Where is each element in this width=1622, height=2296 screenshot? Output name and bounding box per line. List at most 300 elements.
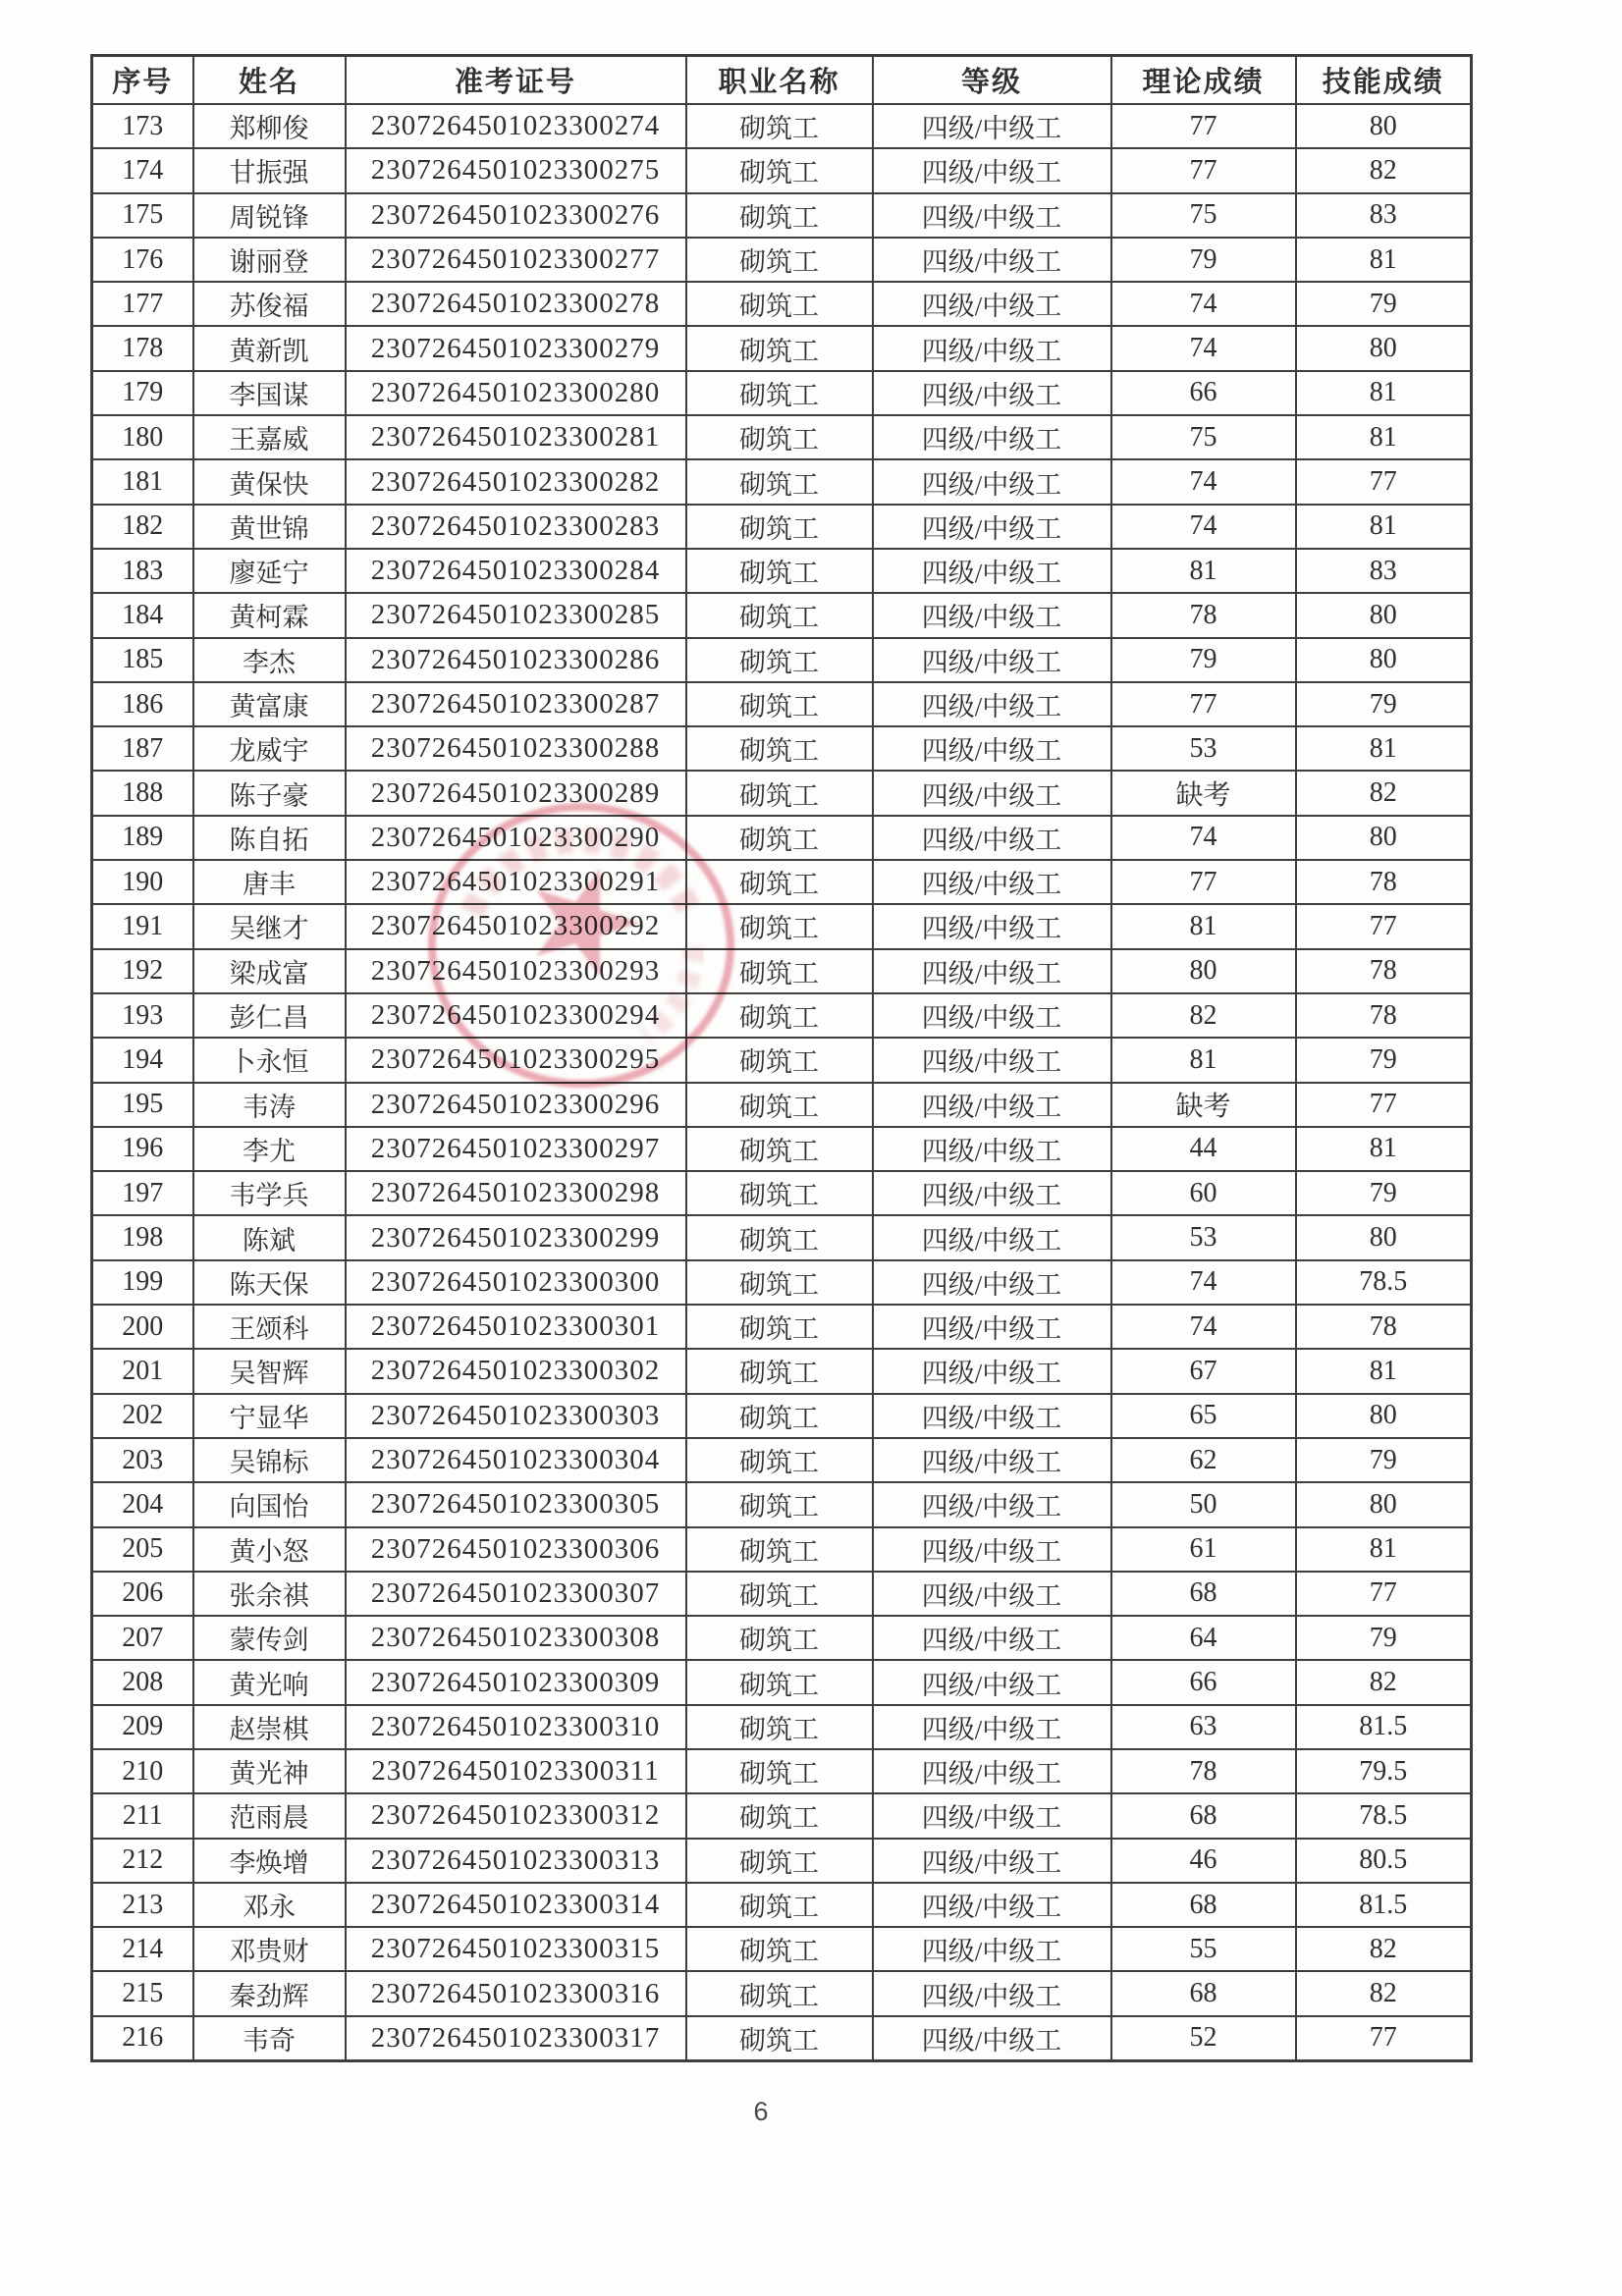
- skill-score-cell: 78: [1296, 993, 1472, 1038]
- seq-cell: 210: [92, 1749, 193, 1793]
- seq-cell: 197: [92, 1171, 193, 1215]
- level-cell: 四级/中级工: [873, 638, 1111, 682]
- occupation-cell: 砌筑工: [686, 1394, 873, 1438]
- name-cell: 甘振强: [193, 148, 346, 192]
- level-cell: 四级/中级工: [873, 1660, 1111, 1704]
- table-row: [92, 505, 1472, 549]
- exam-id-cell: 2307264501023300288: [346, 726, 686, 771]
- theory-score-cell: 68: [1111, 1971, 1296, 2015]
- theory-score-cell: 80: [1111, 949, 1296, 993]
- level-cell: 四级/中级工: [873, 1438, 1111, 1482]
- header-seq: 序号: [92, 56, 193, 105]
- seq-cell: 191: [92, 904, 193, 948]
- name-cell: 黄小怒: [193, 1527, 346, 1572]
- seq-cell: 182: [92, 505, 193, 549]
- occupation-cell: 砌筑工: [686, 993, 873, 1038]
- theory-score-cell: 62: [1111, 1438, 1296, 1482]
- theory-score-cell: 74: [1111, 459, 1296, 504]
- name-cell: 邓贵财: [193, 1927, 346, 1971]
- level-cell: 四级/中级工: [873, 1260, 1111, 1305]
- exam-id-cell: 2307264501023300292: [346, 904, 686, 948]
- occupation-cell: 砌筑工: [686, 1438, 873, 1482]
- theory-score-cell: 79: [1111, 238, 1296, 282]
- seq-cell: 198: [92, 1215, 193, 1259]
- skill-score-cell: 79: [1296, 1438, 1472, 1482]
- skill-score-cell: 77: [1296, 2016, 1472, 2060]
- level-cell: 四级/中级工: [873, 1839, 1111, 1883]
- skill-score-cell: 78.5: [1296, 1260, 1472, 1305]
- seq-cell: 175: [92, 193, 193, 238]
- skill-score-cell: 82: [1296, 148, 1472, 192]
- level-cell: 四级/中级工: [873, 1127, 1111, 1171]
- theory-score-cell: 79: [1111, 638, 1296, 682]
- occupation-cell: 砌筑工: [686, 1705, 873, 1749]
- theory-score-cell: 65: [1111, 1394, 1296, 1438]
- theory-score-cell: 61: [1111, 1527, 1296, 1572]
- occupation-cell: 砌筑工: [686, 816, 873, 860]
- seq-cell: 195: [92, 1083, 193, 1127]
- theory-score-cell: 78: [1111, 593, 1296, 637]
- name-cell: 黄世锦: [193, 505, 346, 549]
- seq-cell: 177: [92, 282, 193, 326]
- level-cell: 四级/中级工: [873, 326, 1111, 370]
- header-name: 姓名: [193, 56, 346, 105]
- name-cell: 黄光响: [193, 1660, 346, 1704]
- level-cell: 四级/中级工: [873, 1793, 1111, 1838]
- seq-cell: 216: [92, 2016, 193, 2060]
- skill-score-cell: 81: [1296, 1127, 1472, 1171]
- name-cell: 王颂科: [193, 1305, 346, 1349]
- occupation-cell: 砌筑工: [686, 1616, 873, 1660]
- exam-id-cell: 2307264501023300293: [346, 949, 686, 993]
- seq-cell: 180: [92, 415, 193, 459]
- name-cell: 黄富康: [193, 682, 346, 726]
- exam-id-cell: 2307264501023300296: [346, 1083, 686, 1127]
- level-cell: 四级/中级工: [873, 282, 1111, 326]
- table-row: [92, 1127, 1472, 1171]
- exam-id-cell: 2307264501023300291: [346, 860, 686, 904]
- name-cell: 黄光神: [193, 1749, 346, 1793]
- table-row: [92, 771, 1472, 815]
- exam-id-cell: 2307264501023300304: [346, 1438, 686, 1482]
- exam-id-cell: 2307264501023300316: [346, 1971, 686, 2015]
- level-cell: 四级/中级工: [873, 726, 1111, 771]
- level-cell: 四级/中级工: [873, 1705, 1111, 1749]
- level-cell: 四级/中级工: [873, 1349, 1111, 1393]
- skill-score-cell: 79: [1296, 682, 1472, 726]
- level-cell: 四级/中级工: [873, 1616, 1111, 1660]
- theory-score-cell: 81: [1111, 549, 1296, 593]
- seq-cell: 181: [92, 459, 193, 504]
- level-cell: 四级/中级工: [873, 1394, 1111, 1438]
- exam-id-cell: 2307264501023300313: [346, 1839, 686, 1883]
- occupation-cell: 砌筑工: [686, 771, 873, 815]
- name-cell: 陈自拓: [193, 816, 346, 860]
- occupation-cell: 砌筑工: [686, 282, 873, 326]
- level-cell: 四级/中级工: [873, 1482, 1111, 1526]
- header-theory-score: 理论成绩: [1111, 56, 1296, 105]
- level-cell: 四级/中级工: [873, 904, 1111, 948]
- exam-id-cell: 2307264501023300300: [346, 1260, 686, 1305]
- table-row: [92, 1927, 1472, 1971]
- name-cell: 郑柳俊: [193, 104, 346, 148]
- level-cell: 四级/中级工: [873, 505, 1111, 549]
- skill-score-cell: 81: [1296, 415, 1472, 459]
- skill-score-cell: 81: [1296, 238, 1472, 282]
- theory-score-cell: 74: [1111, 1305, 1296, 1349]
- exam-id-cell: 2307264501023300290: [346, 816, 686, 860]
- occupation-cell: 砌筑工: [686, 1171, 873, 1215]
- exam-id-cell: 2307264501023300298: [346, 1171, 686, 1215]
- skill-score-cell: 80: [1296, 1394, 1472, 1438]
- seq-cell: 196: [92, 1127, 193, 1171]
- theory-score-cell: 67: [1111, 1349, 1296, 1393]
- table-row: [92, 1394, 1472, 1438]
- table-row: [92, 1572, 1472, 1616]
- theory-score-cell: 60: [1111, 1171, 1296, 1215]
- occupation-cell: 砌筑工: [686, 148, 873, 192]
- table-row: [92, 1749, 1472, 1793]
- skill-score-cell: 83: [1296, 549, 1472, 593]
- occupation-cell: 砌筑工: [686, 1527, 873, 1572]
- occupation-cell: 砌筑工: [686, 415, 873, 459]
- occupation-cell: 砌筑工: [686, 1305, 873, 1349]
- table-row: [92, 1260, 1472, 1305]
- occupation-cell: 砌筑工: [686, 549, 873, 593]
- occupation-cell: 砌筑工: [686, 593, 873, 637]
- seq-cell: 206: [92, 1572, 193, 1616]
- table-row: [92, 1883, 1472, 1927]
- level-cell: 四级/中级工: [873, 993, 1111, 1038]
- name-cell: 苏俊福: [193, 282, 346, 326]
- theory-score-cell: 77: [1111, 682, 1296, 726]
- seq-cell: 185: [92, 638, 193, 682]
- skill-score-cell: 77: [1296, 459, 1472, 504]
- level-cell: 四级/中级工: [873, 771, 1111, 815]
- skill-score-cell: 80: [1296, 593, 1472, 637]
- skill-score-cell: 79: [1296, 282, 1472, 326]
- level-cell: 四级/中级工: [873, 549, 1111, 593]
- theory-score-cell: 46: [1111, 1839, 1296, 1883]
- table-row: [92, 459, 1472, 504]
- header-level: 等级: [873, 56, 1111, 105]
- theory-score-cell: 78: [1111, 1749, 1296, 1793]
- table-row: [92, 593, 1472, 637]
- seq-cell: 183: [92, 549, 193, 593]
- exam-id-cell: 2307264501023300301: [346, 1305, 686, 1349]
- skill-score-cell: 81: [1296, 1527, 1472, 1572]
- theory-score-cell: 64: [1111, 1616, 1296, 1660]
- level-cell: 四级/中级工: [873, 1971, 1111, 2015]
- table-row: [92, 682, 1472, 726]
- table-row: [92, 993, 1472, 1038]
- level-cell: 四级/中级工: [873, 1171, 1111, 1215]
- theory-score-cell: 75: [1111, 415, 1296, 459]
- occupation-cell: 砌筑工: [686, 2016, 873, 2060]
- occupation-cell: 砌筑工: [686, 726, 873, 771]
- table-row: [92, 1616, 1472, 1660]
- theory-score-cell: 55: [1111, 1927, 1296, 1971]
- skill-score-cell: 77: [1296, 1572, 1472, 1616]
- exam-id-cell: 2307264501023300274: [346, 104, 686, 148]
- theory-score-cell: 81: [1111, 904, 1296, 948]
- seq-cell: 209: [92, 1705, 193, 1749]
- skill-score-cell: 80: [1296, 1215, 1472, 1259]
- name-cell: 卜永恒: [193, 1038, 346, 1082]
- skill-score-cell: 78: [1296, 949, 1472, 993]
- name-cell: 吴智辉: [193, 1349, 346, 1393]
- skill-score-cell: 82: [1296, 771, 1472, 815]
- name-cell: 蒙传剑: [193, 1616, 346, 1660]
- theory-score-cell: 74: [1111, 326, 1296, 370]
- exam-id-cell: 2307264501023300312: [346, 1793, 686, 1838]
- exam-id-cell: 2307264501023300317: [346, 2016, 686, 2060]
- seq-cell: 188: [92, 771, 193, 815]
- level-cell: 四级/中级工: [873, 104, 1111, 148]
- exam-id-cell: 2307264501023300311: [346, 1749, 686, 1793]
- name-cell: 黄柯霖: [193, 593, 346, 637]
- occupation-cell: 砌筑工: [686, 326, 873, 370]
- seq-cell: 211: [92, 1793, 193, 1838]
- exam-id-cell: 2307264501023300279: [346, 326, 686, 370]
- name-cell: 李杰: [193, 638, 346, 682]
- level-cell: 四级/中级工: [873, 1749, 1111, 1793]
- name-cell: 龙威宇: [193, 726, 346, 771]
- seq-cell: 192: [92, 949, 193, 993]
- occupation-cell: 砌筑工: [686, 1793, 873, 1838]
- table-row: [92, 1839, 1472, 1883]
- name-cell: 周锐锋: [193, 193, 346, 238]
- skill-score-cell: 79: [1296, 1038, 1472, 1082]
- theory-score-cell: 74: [1111, 282, 1296, 326]
- occupation-cell: 砌筑工: [686, 1839, 873, 1883]
- skill-score-cell: 80: [1296, 104, 1472, 148]
- skill-score-cell: 78.5: [1296, 1793, 1472, 1838]
- name-cell: 邓永: [193, 1883, 346, 1927]
- name-cell: 李尤: [193, 1127, 346, 1171]
- table-row: [92, 549, 1472, 593]
- exam-id-cell: 2307264501023300289: [346, 771, 686, 815]
- level-cell: 四级/中级工: [873, 593, 1111, 637]
- table-row: [92, 415, 1472, 459]
- occupation-cell: 砌筑工: [686, 1127, 873, 1171]
- level-cell: 四级/中级工: [873, 1527, 1111, 1572]
- name-cell: 宁显华: [193, 1394, 346, 1438]
- seq-cell: 187: [92, 726, 193, 771]
- occupation-cell: 砌筑工: [686, 1971, 873, 2015]
- level-cell: 四级/中级工: [873, 1305, 1111, 1349]
- theory-score-cell: 68: [1111, 1572, 1296, 1616]
- theory-score-cell: 75: [1111, 193, 1296, 238]
- exam-id-cell: 2307264501023300314: [346, 1883, 686, 1927]
- header-row: [92, 56, 1472, 105]
- skill-score-cell: 80: [1296, 326, 1472, 370]
- occupation-cell: 砌筑工: [686, 1083, 873, 1127]
- table-row: [92, 1527, 1472, 1572]
- table-row: [92, 238, 1472, 282]
- level-cell: 四级/中级工: [873, 238, 1111, 282]
- level-cell: 四级/中级工: [873, 193, 1111, 238]
- theory-score-cell: 50: [1111, 1482, 1296, 1526]
- seq-cell: 204: [92, 1482, 193, 1526]
- header-occupation: 职业名称: [686, 56, 873, 105]
- occupation-cell: 砌筑工: [686, 1572, 873, 1616]
- name-cell: 陈天保: [193, 1260, 346, 1305]
- occupation-cell: 砌筑工: [686, 638, 873, 682]
- name-cell: 张余祺: [193, 1572, 346, 1616]
- skill-score-cell: 77: [1296, 904, 1472, 948]
- occupation-cell: 砌筑工: [686, 505, 873, 549]
- name-cell: 李焕增: [193, 1839, 346, 1883]
- skill-score-cell: 81: [1296, 1349, 1472, 1393]
- exam-id-cell: 2307264501023300303: [346, 1394, 686, 1438]
- skill-score-cell: 78: [1296, 860, 1472, 904]
- table-row: [92, 1083, 1472, 1127]
- table-row: [92, 904, 1472, 948]
- level-cell: 四级/中级工: [873, 371, 1111, 415]
- table-row: [92, 193, 1472, 238]
- skill-score-cell: 81: [1296, 505, 1472, 549]
- table-row: [92, 1971, 1472, 2015]
- exam-id-cell: 2307264501023300275: [346, 148, 686, 192]
- name-cell: 范雨晨: [193, 1793, 346, 1838]
- exam-id-cell: 2307264501023300284: [346, 549, 686, 593]
- exam-id-cell: 2307264501023300297: [346, 1127, 686, 1171]
- seq-cell: 179: [92, 371, 193, 415]
- exam-id-cell: 2307264501023300307: [346, 1572, 686, 1616]
- theory-score-cell: 68: [1111, 1883, 1296, 1927]
- seq-cell: 189: [92, 816, 193, 860]
- seq-cell: 201: [92, 1349, 193, 1393]
- table-row: [92, 860, 1472, 904]
- theory-score-cell: 82: [1111, 993, 1296, 1038]
- name-cell: 黄保快: [193, 459, 346, 504]
- seq-cell: 178: [92, 326, 193, 370]
- table-row: [92, 1438, 1472, 1482]
- occupation-cell: 砌筑工: [686, 1482, 873, 1526]
- skill-score-cell: 79.5: [1296, 1749, 1472, 1793]
- exam-id-cell: 2307264501023300286: [346, 638, 686, 682]
- header-skill-score: 技能成绩: [1296, 56, 1472, 105]
- skill-score-cell: 77: [1296, 1083, 1472, 1127]
- exam-id-cell: 2307264501023300310: [346, 1705, 686, 1749]
- exam-id-cell: 2307264501023300277: [346, 238, 686, 282]
- level-cell: 四级/中级工: [873, 459, 1111, 504]
- table-row: [92, 2016, 1472, 2060]
- theory-score-cell: 74: [1111, 505, 1296, 549]
- theory-score-cell: 77: [1111, 104, 1296, 148]
- exam-id-cell: 2307264501023300294: [346, 993, 686, 1038]
- seq-cell: 173: [92, 104, 193, 148]
- name-cell: 秦劲辉: [193, 1971, 346, 2015]
- level-cell: 四级/中级工: [873, 1038, 1111, 1082]
- skill-score-cell: 80: [1296, 638, 1472, 682]
- name-cell: 黄新凯: [193, 326, 346, 370]
- occupation-cell: 砌筑工: [686, 1349, 873, 1393]
- occupation-cell: 砌筑工: [686, 1260, 873, 1305]
- seq-cell: 199: [92, 1260, 193, 1305]
- table-row: [92, 1705, 1472, 1749]
- theory-score-cell: 63: [1111, 1705, 1296, 1749]
- table-row: [92, 638, 1472, 682]
- level-cell: 四级/中级工: [873, 1215, 1111, 1259]
- level-cell: 四级/中级工: [873, 1572, 1111, 1616]
- seq-cell: 194: [92, 1038, 193, 1082]
- level-cell: 四级/中级工: [873, 1927, 1111, 1971]
- occupation-cell: 砌筑工: [686, 459, 873, 504]
- level-cell: 四级/中级工: [873, 2016, 1111, 2060]
- exam-id-cell: 2307264501023300315: [346, 1927, 686, 1971]
- seq-cell: 174: [92, 148, 193, 192]
- occupation-cell: 砌筑工: [686, 1927, 873, 1971]
- exam-id-cell: 2307264501023300281: [346, 415, 686, 459]
- theory-score-cell: 74: [1111, 1260, 1296, 1305]
- level-cell: 四级/中级工: [873, 415, 1111, 459]
- occupation-cell: 砌筑工: [686, 1215, 873, 1259]
- table-row: [92, 1349, 1472, 1393]
- table-row: [92, 726, 1472, 771]
- theory-score-cell: 66: [1111, 371, 1296, 415]
- level-cell: 四级/中级工: [873, 816, 1111, 860]
- skill-score-cell: 82: [1296, 1660, 1472, 1704]
- name-cell: 王嘉威: [193, 415, 346, 459]
- skill-score-cell: 81: [1296, 726, 1472, 771]
- exam-id-cell: 2307264501023300306: [346, 1527, 686, 1572]
- exam-id-cell: 2307264501023300308: [346, 1616, 686, 1660]
- table-body: [92, 104, 1472, 2060]
- table-row: [92, 1482, 1472, 1526]
- table-row: [92, 148, 1472, 192]
- exam-id-cell: 2307264501023300302: [346, 1349, 686, 1393]
- level-cell: 四级/中级工: [873, 682, 1111, 726]
- exam-id-cell: 2307264501023300283: [346, 505, 686, 549]
- occupation-cell: 砌筑工: [686, 193, 873, 238]
- skill-score-cell: 82: [1296, 1927, 1472, 1971]
- seq-cell: 215: [92, 1971, 193, 2015]
- exam-id-cell: 2307264501023300278: [346, 282, 686, 326]
- seq-cell: 214: [92, 1927, 193, 1971]
- table-row: [92, 371, 1472, 415]
- name-cell: 谢丽登: [193, 238, 346, 282]
- occupation-cell: 砌筑工: [686, 682, 873, 726]
- occupation-cell: 砌筑工: [686, 1749, 873, 1793]
- name-cell: 陈斌: [193, 1215, 346, 1259]
- seq-cell: 213: [92, 1883, 193, 1927]
- name-cell: 赵崇棋: [193, 1705, 346, 1749]
- level-cell: 四级/中级工: [873, 1083, 1111, 1127]
- theory-score-cell: 68: [1111, 1793, 1296, 1838]
- exam-id-cell: 2307264501023300280: [346, 371, 686, 415]
- theory-score-cell: 74: [1111, 816, 1296, 860]
- name-cell: 彭仁昌: [193, 993, 346, 1038]
- exam-id-cell: 2307264501023300309: [346, 1660, 686, 1704]
- skill-score-cell: 83: [1296, 193, 1472, 238]
- exam-id-cell: 2307264501023300285: [346, 593, 686, 637]
- table-row: [92, 816, 1472, 860]
- skill-score-cell: 80.5: [1296, 1839, 1472, 1883]
- seq-cell: 184: [92, 593, 193, 637]
- occupation-cell: 砌筑工: [686, 1883, 873, 1927]
- occupation-cell: 砌筑工: [686, 860, 873, 904]
- skill-score-cell: 79: [1296, 1171, 1472, 1215]
- name-cell: 吴锦标: [193, 1438, 346, 1482]
- table-row: [92, 1171, 1472, 1215]
- name-cell: 唐丰: [193, 860, 346, 904]
- table-row: [92, 326, 1472, 370]
- table-row: [92, 104, 1472, 148]
- table-row: [92, 949, 1472, 993]
- results-table: [90, 54, 1473, 2062]
